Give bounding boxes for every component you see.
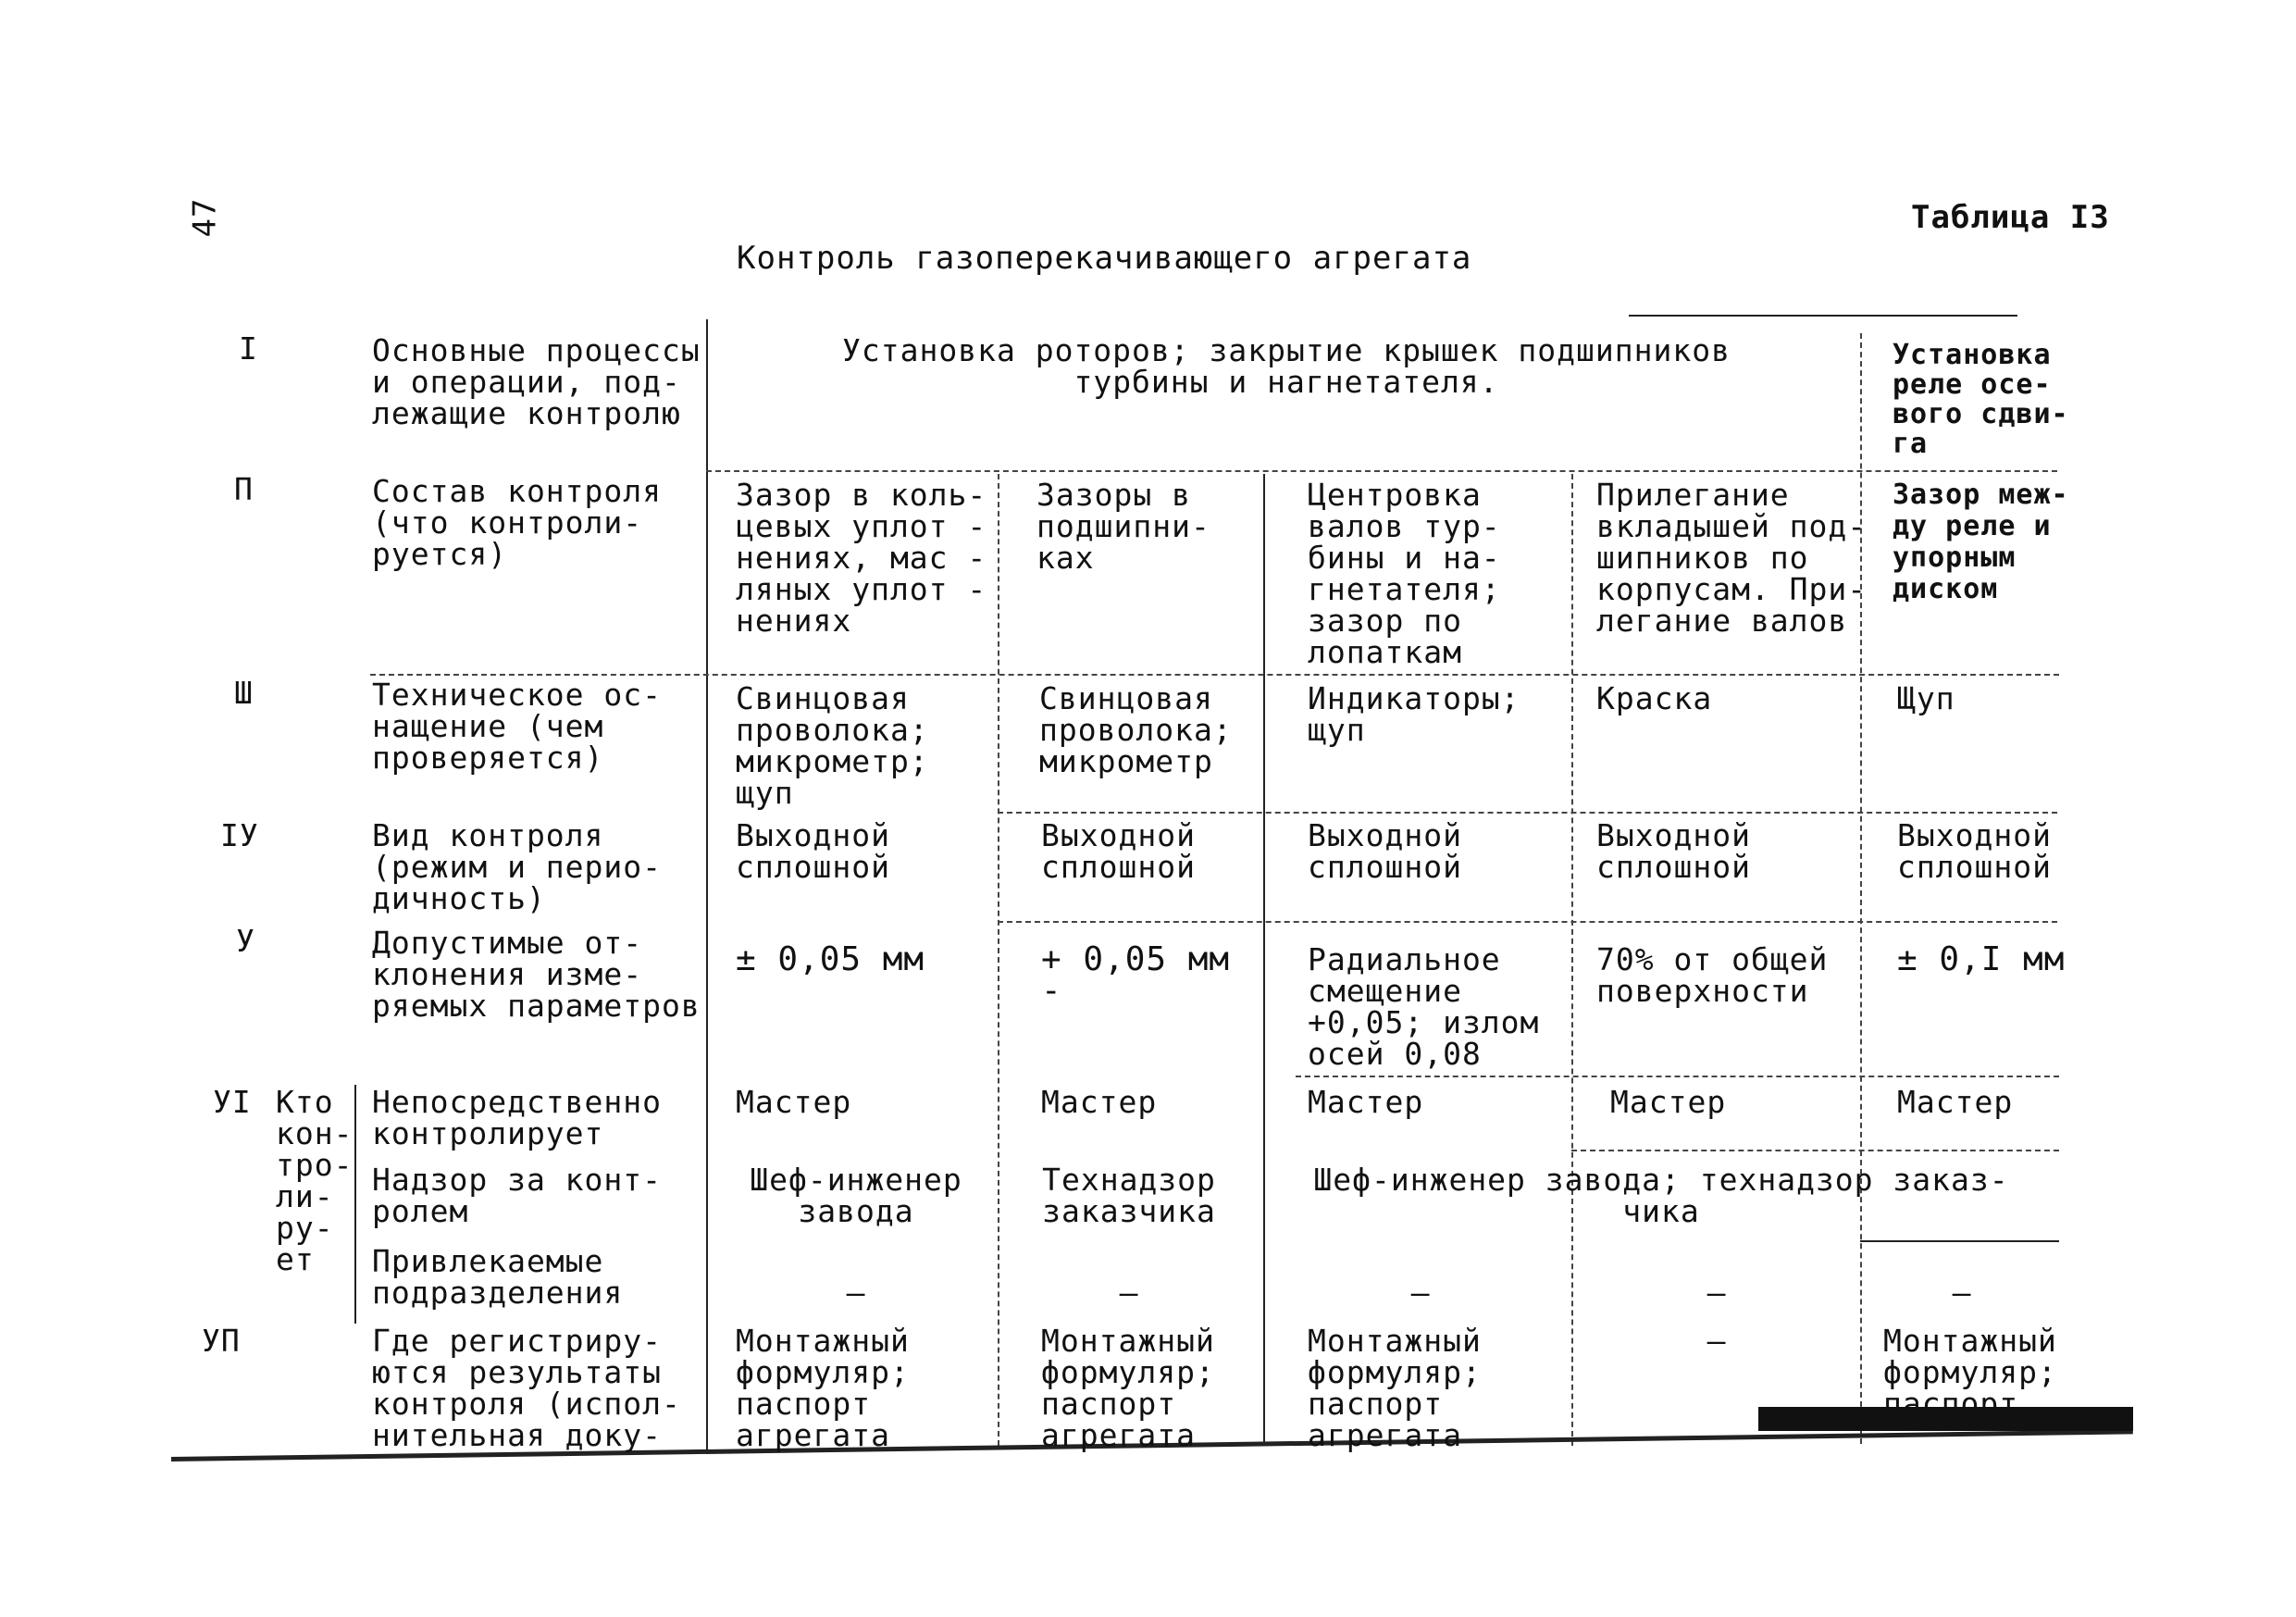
row-1-label: Основные процессы и операции, под- лежащие контролю bbox=[372, 332, 701, 431]
row-1-last-cell: Установка реле осе- вого сдви- га bbox=[1893, 339, 2069, 460]
row-2-cell-4: Прилегание вкладышей под- шипников по корпусам. При- легание валов bbox=[1596, 477, 1868, 639]
row-4-cell-4: Выходной сплошной bbox=[1596, 817, 1751, 885]
col-divider-2 bbox=[1263, 474, 1265, 1446]
row-5-number: У bbox=[236, 923, 255, 959]
row-divider-4 bbox=[998, 921, 2057, 923]
row-7-number: УП bbox=[202, 1323, 241, 1359]
row-7-label: Где регистриру- ются результаты контроля (испол- нительная доку- bbox=[372, 1323, 681, 1453]
row-3-cell-2: Свинцовая проволока; микрометр bbox=[1039, 680, 1233, 779]
row-3-cell-4: Краска bbox=[1596, 680, 1713, 716]
row-4-cell-2: Выходной сплошной bbox=[1041, 817, 1196, 885]
row-5-cell-1: ± 0,05 мм bbox=[736, 940, 925, 978]
row-6-sub-3-cell-1: – bbox=[846, 1275, 866, 1311]
row-6-who-label: Кто кон- тро- ли- ру- ет bbox=[276, 1084, 354, 1277]
row-6-sub-2-span: Шеф-инженер завода; технадзор заказ- чика bbox=[1313, 1162, 2009, 1229]
row-6-sub-2-label: Надзор за конт- ролем bbox=[372, 1162, 663, 1229]
row-2-number: П bbox=[234, 471, 254, 507]
row-2-cell-1: Зазор в коль- цевых уплот - нениях, мас - ляных уплот - нениях bbox=[736, 477, 987, 639]
row-4-cell-1: Выходной сплошной bbox=[736, 817, 890, 885]
row-6-sub-2-cell-2: Технадзор заказчика bbox=[1042, 1162, 1216, 1229]
row-6-sub-1-cell-3: Мастер bbox=[1308, 1084, 1424, 1120]
row-4-label: Вид контроля (режим и перио- дичность) bbox=[372, 817, 663, 916]
row-6-sub-1-cell-2: Мастер bbox=[1041, 1084, 1158, 1120]
row-7-cell-3: Монтажный формуляр; паспорт агрегата bbox=[1308, 1323, 1482, 1453]
row-5-cell-5: ± 0,I мм bbox=[1897, 940, 2066, 978]
row-3-label: Техническое ос- нащение (чем проверяется) bbox=[372, 677, 663, 776]
row-6-sub-3-cell-5: – bbox=[1952, 1275, 1972, 1311]
who-divider bbox=[354, 1085, 356, 1324]
row-6-sub-1-cell-4: Мастер bbox=[1610, 1084, 1727, 1120]
row-6-sub-3-cell-3: – bbox=[1410, 1275, 1431, 1311]
col-divider-label bbox=[706, 319, 708, 1453]
table-title: Контроль газоперекачивающего агрегата bbox=[737, 240, 1472, 277]
row-6-sub-3-label: Привлекаемые подразделения bbox=[372, 1243, 624, 1311]
row-5-label: Допустимые от- клонения изме- ряемых параметров bbox=[372, 925, 701, 1024]
row-6-number: УI bbox=[213, 1084, 252, 1120]
row-7-cell-4: – bbox=[1706, 1323, 1727, 1359]
row-5-cell-3: Радиальное смещение +0,05; излом осей 0,08 bbox=[1308, 941, 1540, 1072]
table-number: Таблица I3 bbox=[1911, 199, 2110, 236]
row-2-cell-5: Зазор меж- ду реле и упорным диском bbox=[1893, 479, 2069, 605]
row-3-number: Ш bbox=[234, 675, 254, 711]
row-divider-6 bbox=[1571, 1150, 2059, 1151]
row-2-label: Состав контроля (что контроли- руется) bbox=[372, 473, 663, 572]
row-7-cell-2: Монтажный формуляр; паспорт агрегата bbox=[1041, 1323, 1215, 1453]
row-6-sub-2-cell-1: Шеф-инженер завода bbox=[750, 1162, 962, 1229]
row-6-sub-1-label: Непосредственно контролирует bbox=[372, 1084, 663, 1151]
row-divider-3 bbox=[998, 812, 2057, 814]
row-6-sub-3-cell-2: – bbox=[1119, 1275, 1139, 1311]
row-7-cell-5: Монтажный формуляр; паспорт bbox=[1883, 1323, 2057, 1422]
top-rule bbox=[1629, 315, 2017, 317]
col-divider-1 bbox=[998, 474, 999, 1446]
row-6-sub-3-cell-4: – bbox=[1706, 1275, 1727, 1311]
row-3-cell-1: Свинцовая проволока; микрометр; щуп bbox=[736, 680, 929, 811]
row-1-span-text: Установка роторов; закрытие крышек подшипников турбины и нагнетателя. bbox=[842, 332, 1731, 400]
row-6-sub-1-cell-1: Мастер bbox=[736, 1084, 852, 1120]
row-3-cell-5: Щуп bbox=[1897, 680, 1955, 716]
page-number: 47 bbox=[186, 197, 224, 238]
row-2-cell-3: Центровка валов тур- бины и на- гнетателя; зазор по лопаткам bbox=[1308, 477, 1501, 670]
row-5-cell-2: + 0,05 мм - bbox=[1041, 940, 1231, 1010]
row-4-cell-5: Выходной сплошной bbox=[1897, 817, 2052, 885]
row-4-number: IУ bbox=[220, 817, 259, 853]
row-2-cell-2: Зазоры в подшипни- ках bbox=[1036, 477, 1210, 576]
row-1-number: I bbox=[239, 330, 258, 367]
row-divider-1 bbox=[706, 470, 2057, 472]
row-divider-5 bbox=[1296, 1076, 2059, 1077]
row-6-sub-1-cell-5: Мастер bbox=[1897, 1084, 2014, 1120]
col-divider-3 bbox=[1571, 474, 1573, 1446]
row-4-cell-3: Выходной сплошной bbox=[1308, 817, 1462, 885]
row-divider-7 bbox=[1860, 1240, 2059, 1242]
row-5-cell-4: 70% от общей поверхности bbox=[1596, 941, 1829, 1009]
row-7-cell-1: Монтажный формуляр; паспорт агрегата bbox=[736, 1323, 910, 1453]
row-divider-2 bbox=[370, 674, 2059, 676]
row-3-cell-3: Индикаторы; щуп bbox=[1308, 680, 1520, 748]
